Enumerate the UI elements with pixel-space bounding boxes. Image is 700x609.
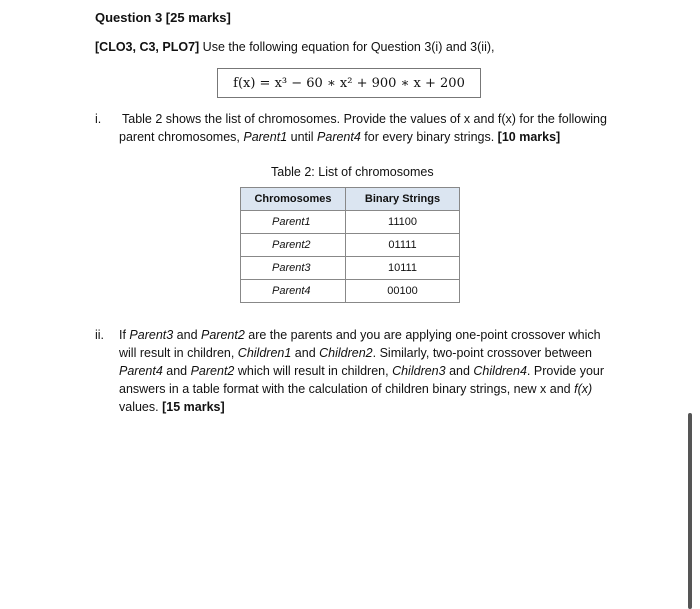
part-i-text-a: parent chromosomes, bbox=[119, 130, 244, 144]
part-ii-text: Parent4 bbox=[119, 364, 163, 378]
part-ii-number: ii. bbox=[95, 328, 105, 342]
part-ii-text: Children4 bbox=[473, 364, 527, 378]
binary-cell: 01111 bbox=[346, 234, 460, 257]
table-header-row bbox=[241, 188, 460, 211]
equation-text: f(x) = x³ − 60 ∗ x² + 900 ∗ x + 200 bbox=[233, 75, 465, 91]
part-ii-line-5 bbox=[119, 398, 619, 416]
chromosome-cell: Parent2 bbox=[241, 234, 346, 257]
table-row bbox=[241, 257, 460, 280]
part-ii-text: and bbox=[173, 328, 202, 342]
binary-cell: 10111 bbox=[346, 257, 460, 280]
part-ii-text: values. bbox=[119, 400, 163, 414]
part-ii-text: Children3 bbox=[392, 364, 446, 378]
part-i-text-c: until bbox=[287, 130, 318, 144]
part-ii-text: If bbox=[119, 328, 130, 342]
part-ii-text: and bbox=[162, 364, 191, 378]
part-ii-line-3 bbox=[119, 362, 619, 380]
equation-box bbox=[217, 68, 481, 98]
part-i-text-e: for every binary strings. bbox=[360, 130, 498, 144]
part-ii-text: will result in children, bbox=[119, 346, 238, 360]
part-ii-text: Children1 bbox=[237, 346, 292, 360]
table-row bbox=[241, 234, 460, 257]
part-i-text bbox=[119, 110, 612, 146]
part-ii-text bbox=[119, 326, 619, 416]
intro-tag: [CLO3, C3, PLO7] bbox=[95, 40, 200, 54]
header-binary-strings: Binary Strings bbox=[346, 188, 460, 211]
chromosome-cell: Parent4 bbox=[241, 280, 346, 303]
binary-cell: 11100 bbox=[346, 211, 460, 234]
table-row bbox=[241, 280, 460, 303]
part-ii-text: . Similarly, two-point crossover between bbox=[372, 346, 592, 360]
binary-cell: 00100 bbox=[346, 280, 460, 303]
intro-text: Use the following equation for Question 3(i) and 3(ii), bbox=[199, 40, 495, 54]
part-ii-text: Parent2 bbox=[190, 364, 235, 378]
part-i-text-b: Parent1 bbox=[243, 130, 288, 144]
chromosome-cell: Parent3 bbox=[241, 257, 346, 280]
part-ii-text: . Provide your bbox=[526, 364, 605, 378]
part-i-marks: [10 marks] bbox=[497, 130, 561, 144]
chromosome-table bbox=[240, 187, 460, 303]
part-ii-marks: [15 marks] bbox=[162, 400, 225, 414]
part-ii-line-4 bbox=[119, 380, 619, 398]
part-ii-line-1 bbox=[119, 326, 619, 344]
part-ii-line-2 bbox=[119, 344, 619, 362]
part-ii-text: are the parents and you are applying one-point crossover which bbox=[244, 328, 601, 342]
part-ii-text: and bbox=[445, 364, 474, 378]
table-caption: Table 2: List of chromosomes bbox=[271, 165, 434, 179]
part-ii-text: Parent3 bbox=[129, 328, 174, 342]
chromosome-cell: Parent1 bbox=[241, 211, 346, 234]
question-title: Question 3 [25 marks] bbox=[95, 10, 231, 25]
question-intro bbox=[95, 40, 494, 54]
part-ii-text: and bbox=[291, 346, 320, 360]
part-i-line-2 bbox=[119, 128, 612, 146]
header-chromosomes: Chromosomes bbox=[241, 188, 346, 211]
part-ii-text: Parent2 bbox=[201, 328, 245, 342]
part-ii-text: which will result in children, bbox=[234, 364, 393, 378]
part-ii-text: Children2 bbox=[319, 346, 373, 360]
table-row bbox=[241, 211, 460, 234]
part-i-line-1: Table 2 shows the list of chromosomes. Provide the values of x and f(x) for the following bbox=[122, 112, 607, 126]
part-i-number: i. bbox=[95, 112, 102, 126]
part-ii-text: answers in a table format with the calculation of children binary strings, new x and bbox=[119, 382, 575, 396]
vertical-scrollbar[interactable] bbox=[688, 413, 692, 609]
part-ii-text: f(x) bbox=[574, 382, 593, 396]
part-i-text-d: Parent4 bbox=[317, 130, 361, 144]
